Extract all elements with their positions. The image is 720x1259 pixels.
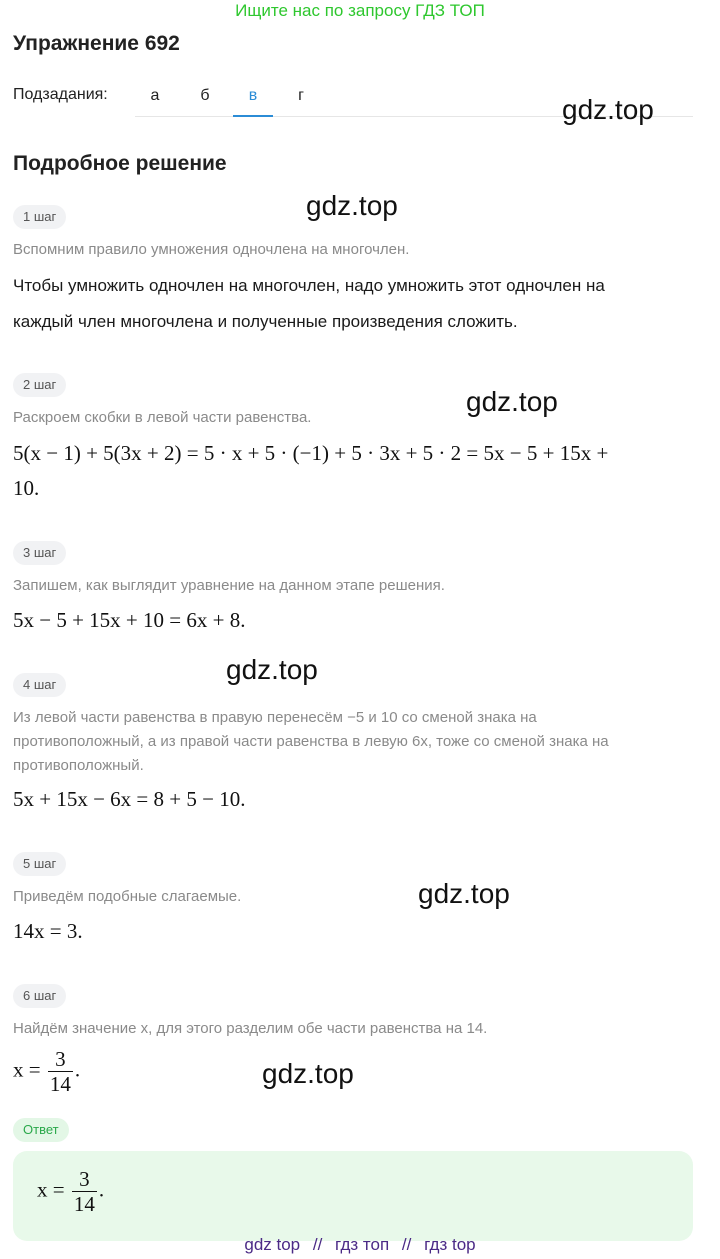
step-hint: Из левой части равенства в правую перенесём −5 и 10 со сменой знака на <box>13 709 537 726</box>
subtask-tab-v[interactable]: в <box>233 76 273 116</box>
step-math: 14x = 3. <box>13 919 83 943</box>
watermark: gdz.top <box>262 1058 354 1089</box>
fraction-numerator: 3 <box>48 1047 73 1072</box>
step-hint: Запишем, как выглядит уравнение на данном этапе решения. <box>13 577 445 594</box>
top-banner[interactable]: Ищите нас по запросу ГДЗ ТОП <box>235 1 485 20</box>
watermark: gdz.top <box>306 190 398 221</box>
subtasks-label: Подзадания: <box>13 86 108 103</box>
watermark: gdz.top <box>418 878 510 909</box>
fraction <box>48 1047 73 1096</box>
solution-title: Подробное решение <box>13 152 227 175</box>
fraction-denominator: 14 <box>73 1192 95 1216</box>
step-hint: Найдём значение x, для этого разделим обе части равенства на 14. <box>13 1020 488 1037</box>
math-lhs: x = <box>13 1057 41 1082</box>
footer-links <box>0 1232 720 1258</box>
footer-link-gdz-top-mixed[interactable]: гдз top <box>424 1235 476 1254</box>
watermark: gdz.top <box>466 386 558 417</box>
step-badge: 2 шаг <box>13 373 66 397</box>
fraction-numerator: 3 <box>72 1167 97 1192</box>
step-hint: Вспомним правило умножения одночлена на многочлен. <box>13 241 410 258</box>
step-math: 5x − 5 + 15x + 10 = 6x + 8. <box>13 608 246 632</box>
math-tail: . <box>98 1177 105 1202</box>
footer-separator: // <box>312 1235 323 1254</box>
step-text: Чтобы умножить одночлен на многочлен, надо умножить этот одночлен на <box>13 276 605 295</box>
watermark: gdz.top <box>562 94 654 125</box>
step-badge: 3 шаг <box>13 541 66 565</box>
exercise-title: Упражнение 692 <box>13 32 180 55</box>
step-math: 5(x − 1) + 5(3x + 2) = 5 · x + 5 · (−1) + 5 · 3x + 5 · 2 = 5x − 5 + 15x + <box>13 441 609 465</box>
step-hint: противоположный. <box>13 757 144 774</box>
math-lhs: x = <box>37 1177 65 1202</box>
step-hint: противоположный, а из правой части равенства в левую 6x, тоже со сменой знака на <box>13 733 609 750</box>
step-badge: 1 шаг <box>13 205 66 229</box>
footer-separator: // <box>401 1235 412 1254</box>
subtask-tab-a[interactable]: а <box>150 87 160 104</box>
step-hint: Раскроем скобки в левой части равенства. <box>13 409 312 426</box>
step-badge: 5 шаг <box>13 852 66 876</box>
footer-link-gdz-top[interactable]: gdz top <box>244 1235 301 1254</box>
watermark: gdz.top <box>226 654 318 685</box>
footer-link-gdz-top-ru[interactable]: гдз топ <box>335 1235 390 1254</box>
answer-math <box>37 1167 104 1216</box>
math-tail: . <box>74 1057 81 1082</box>
answer-box <box>13 1151 693 1241</box>
answer-badge: Ответ <box>13 1118 69 1142</box>
step-math: 5x + 15x − 6x = 8 + 5 − 10. <box>13 787 246 811</box>
fraction <box>72 1167 97 1216</box>
step-badge: 6 шаг <box>13 984 66 1008</box>
step-math <box>13 1047 80 1096</box>
step-math: 10. <box>13 476 40 500</box>
subtask-tab-b[interactable]: б <box>200 87 210 104</box>
step-hint: Приведём подобные слагаемые. <box>13 888 242 905</box>
step-badge: 4 шаг <box>13 673 66 697</box>
step-text: каждый член многочлена и полученные произведения сложить. <box>13 312 518 331</box>
fraction-denominator: 14 <box>49 1072 71 1096</box>
subtask-tab-g[interactable]: г <box>298 87 304 104</box>
